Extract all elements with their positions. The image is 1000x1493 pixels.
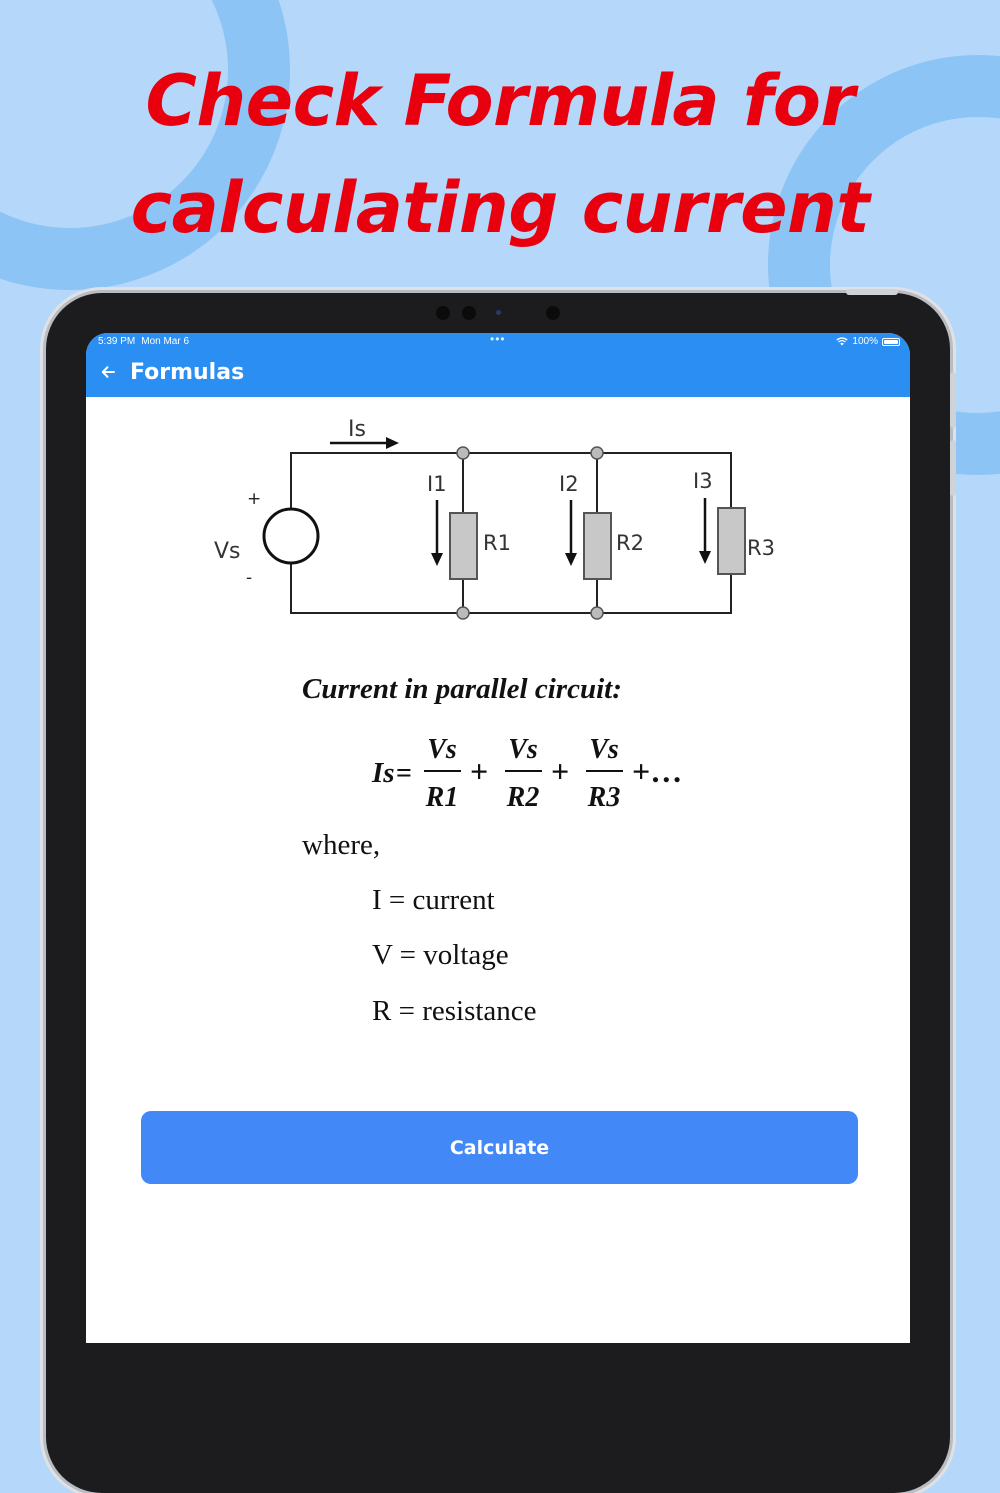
- definition-current: I = current: [372, 884, 495, 916]
- junction-nodes: [457, 447, 603, 619]
- label-r1: R1: [483, 531, 511, 555]
- formula-equals: =: [396, 758, 412, 789]
- camera-bar: [430, 303, 570, 323]
- current-formula: [370, 725, 720, 815]
- term-1-numerator: Vs: [427, 734, 457, 765]
- label-i1: I1: [427, 472, 447, 496]
- resistor-r2: [584, 513, 611, 579]
- label-r3: R3: [747, 536, 775, 560]
- voltage-source: [264, 509, 318, 563]
- plus-sign: +: [551, 753, 570, 789]
- battery-icon: [882, 338, 900, 346]
- term-2-numerator: Vs: [508, 734, 538, 765]
- tablet-volume-up-button: [950, 372, 956, 428]
- calculate-button[interactable]: Calculate: [141, 1111, 858, 1184]
- resistor-r3: [718, 508, 745, 574]
- term-2-denominator: R2: [506, 782, 540, 813]
- tablet-top-button: [846, 289, 898, 295]
- promo-headline: [0, 48, 1000, 262]
- wifi-icon: [836, 337, 848, 346]
- where-label: where,: [302, 829, 381, 861]
- multitasking-dots[interactable]: •••: [490, 333, 506, 346]
- label-is: Is: [348, 417, 366, 442]
- page-title: Formulas: [130, 360, 245, 385]
- formula-block: [86, 663, 910, 1043]
- plus-sign: +: [470, 753, 489, 789]
- app-screen: [86, 333, 910, 1343]
- headline-line-2: calculating current: [130, 167, 870, 249]
- formula-lhs: Is: [372, 757, 395, 789]
- formula-heading: Current in parallel circuit:: [302, 673, 622, 705]
- status-clock: 5:39 PM: [98, 336, 136, 347]
- definition-voltage: V = voltage: [372, 939, 509, 971]
- camera-lens: [462, 306, 476, 320]
- plus-sign: +: [247, 489, 262, 509]
- app-header: [86, 333, 910, 397]
- status-date: Mon Mar 6: [141, 336, 190, 347]
- label-vs: Vs: [214, 539, 241, 564]
- minus-sign: -: [246, 568, 253, 588]
- headline-line-1: Check Formula for: [145, 60, 855, 142]
- status-time: [98, 336, 189, 347]
- term-3-numerator: Vs: [589, 734, 619, 765]
- label-r2: R2: [616, 531, 644, 555]
- camera-indicator: [496, 310, 501, 315]
- camera-lens: [436, 306, 450, 320]
- definition-resistance: R = resistance: [372, 995, 537, 1027]
- camera-lens: [546, 306, 560, 320]
- arrow-left-icon[interactable]: [96, 360, 120, 384]
- formula-tail: +…: [632, 753, 683, 789]
- tablet-volume-down-button: [950, 440, 956, 496]
- label-i2: I2: [559, 472, 579, 496]
- resistor-r1: [450, 513, 477, 579]
- term-1-denominator: R1: [425, 782, 459, 813]
- status-right: [836, 336, 900, 347]
- label-i3: I3: [693, 469, 713, 493]
- parallel-circuit-diagram: [206, 405, 786, 635]
- battery-percent: 100%: [852, 336, 878, 347]
- term-3-denominator: R3: [587, 782, 621, 813]
- circuit-wires: [291, 453, 731, 613]
